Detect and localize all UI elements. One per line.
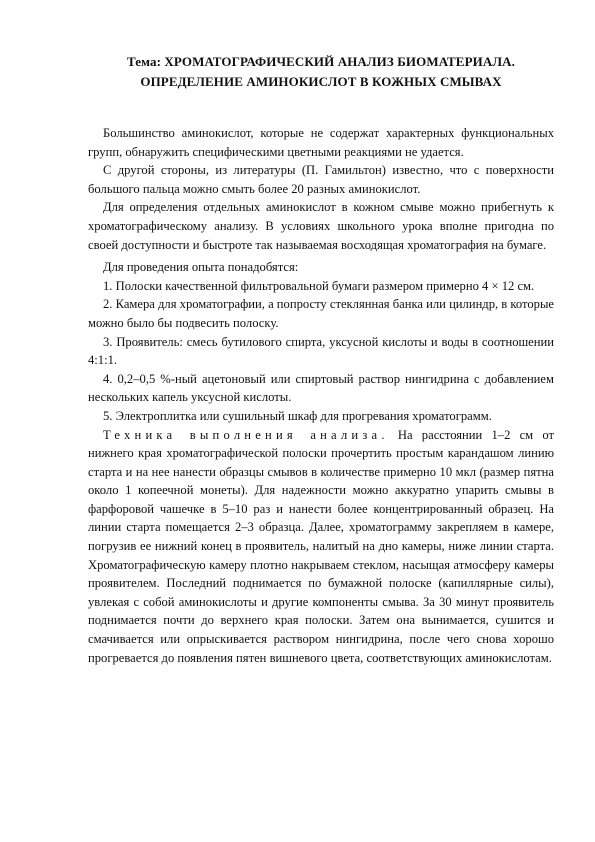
technique-heading: Техника выполнения анализа. (103, 427, 389, 442)
document-page (88, 52, 554, 667)
paragraph-requirements-heading: Для проведения опыта понадобятся: (103, 260, 299, 275)
paragraph-method: Для определения отдельных аминокислот в кожном смыве можно прибегнуть к хроматографическому анализу. В условиях школьного урока вполне пригодна по своей доступности и быстроте так называемая восходящая хроматография на бумаге. (88, 200, 554, 252)
list-item-chamber: 2. Камера для хроматографии, а попросту стеклянная банка или цилиндр, в которые можно было бы подвесить полоску. (88, 297, 554, 330)
list-item-paper: 1. Полоски качественной фильтровальной бумаги размером примерно 4 × 12 см. (103, 278, 535, 293)
paragraph-intro: Большинство аминокислот, которые не содержат характерных функциональных групп, обнаружить специфическими цветными реакциями не удается. (88, 126, 554, 159)
list-item-heater: 5. Электроплитка или сушильный шкаф для прогревания хроматограмм. (103, 408, 492, 423)
title-line-1: Тема: ХРОМАТОГРАФИЧЕСКИЙ АНАЛИЗ БИОМАТЕРИАЛА. (127, 54, 515, 69)
list-item-ninhydrin: 4. 0,2–0,5 %-ный ацетоновый или спиртовый раствор нингидрина с добавлением нескольких капель уксусной кислоты. (88, 371, 554, 405)
list-item-developer: 3. Проявитель: смесь бутилового спирта, уксусной кислоты и воды в соотношении 4:1:1. (88, 334, 554, 368)
document-body (88, 124, 554, 667)
title-line-2: ОПРЕДЕЛЕНИЕ АМИНОКИСЛОТ В КОЖНЫХ СМЫВАХ (140, 74, 502, 89)
paragraph-literature: С другой стороны, из литературы (П. Гамильтон) известно, что с поверхности большого пальца можно смыть более 20 разных аминокислот. (88, 163, 554, 196)
paragraph-technique (88, 426, 554, 668)
document-title (88, 52, 554, 92)
technique-text: На расстоянии 1–2 см от нижнего края хроматографической полоски прочертить простым карандашом линию старта и на нее нанести образцы смывов в количестве примерно 10 мкл (размер пятна около 1 копеечной монеты). Для надежности можно аккуратно упарить смывы в фарфоровой чашечке в 5–10 раз и нанести более концентрированный образец. На линии старта помещается 2–3 образца. Далее, хроматограмму закрепляем в камере, погрузив ее нижний конец в проявитель, налитый на дно камеры, ниже линии старта. Хроматографическую камеру плотно накрываем стеклом, насыщая атмосферу камеры проявителем. Последний поднимается по бумажной полоске (капиллярные силы), увлекая с собой аминокислоты и другие компоненты смыва. За 30 минут проявитель поднимается почти до верхнего края полоски. Затем она вынимается, сушится и смачивается или опрыскивается раствором нингидрина, после чего снова хорошо прогревается до появления пятен вишневого цвета, соответствующих аминокислотам. (88, 427, 554, 665)
